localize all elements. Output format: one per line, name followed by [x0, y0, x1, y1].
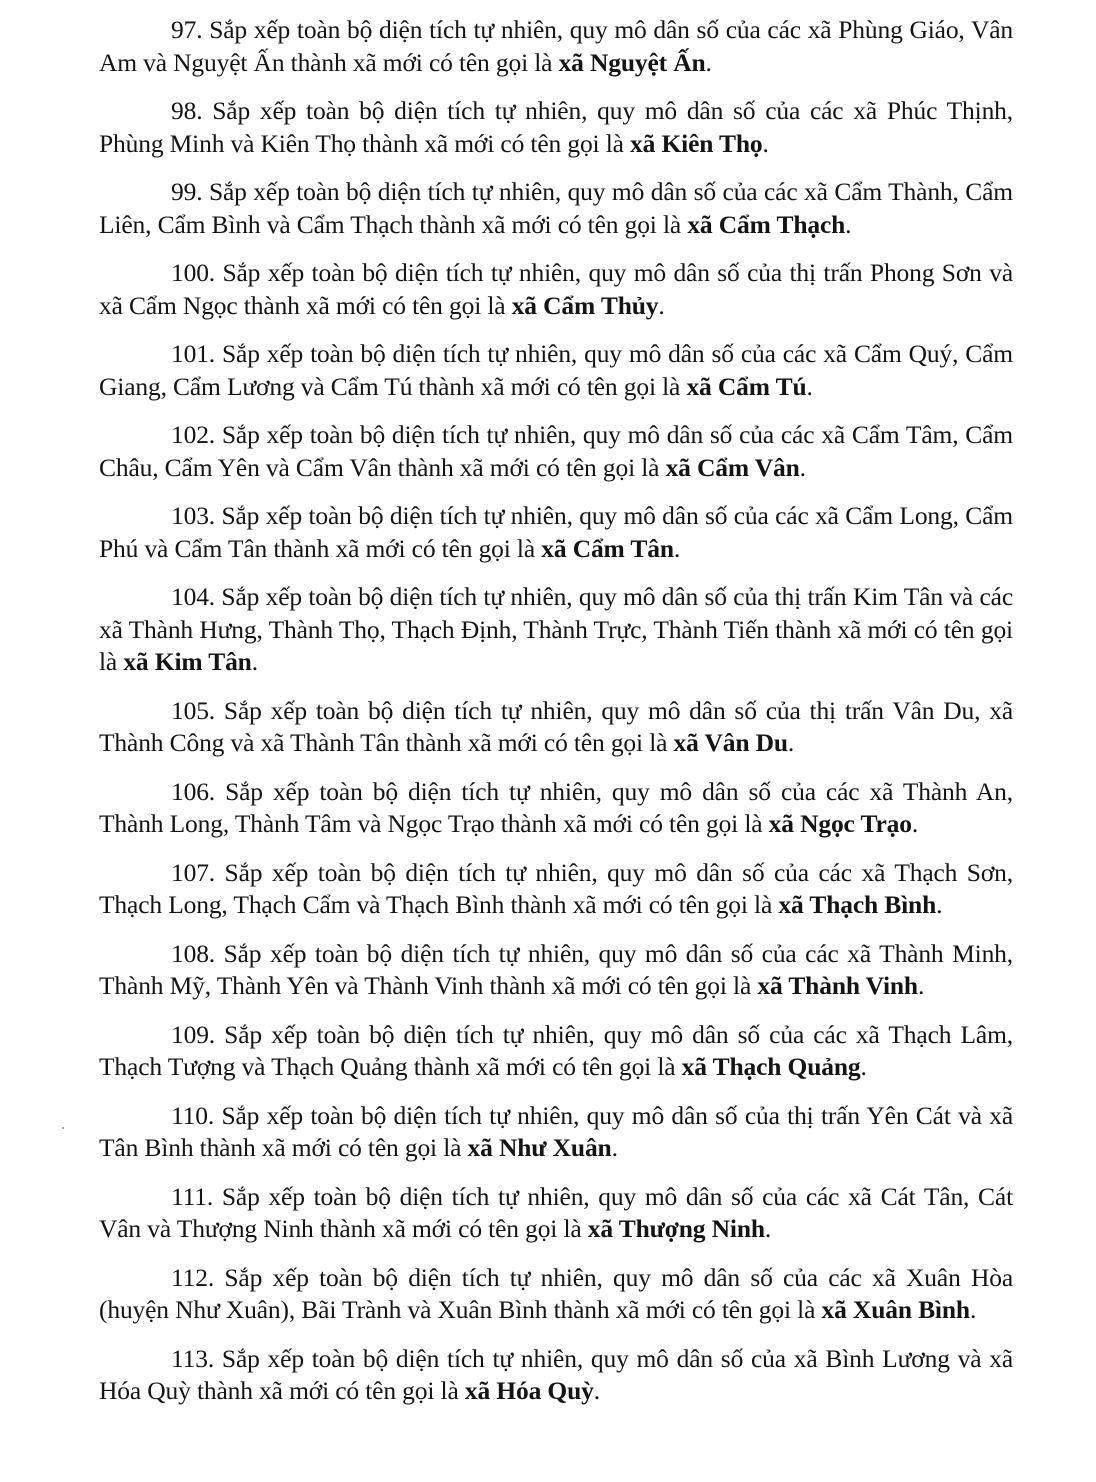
item-number: 105.	[171, 695, 216, 725]
item-number: 101.	[171, 339, 216, 368]
item-text: Sắp xếp toàn bộ diện tích tự nhiên, quy mô dân số của các xã Thạch Lâm, Thạch Tượng và Thạch Quảng thành xã mới có tên gọi là	[99, 1019, 1013, 1081]
item-number: 98.	[171, 96, 203, 125]
new-commune-name: xã Hóa Quỳ	[464, 1376, 594, 1405]
item-number: 112.	[171, 1262, 215, 1292]
item-end: .	[969, 1295, 977, 1324]
item-text: Sắp xếp toàn bộ diện tích tự nhiên, quy mô dân số của các xã Phùng Giáo, Vân Am và Nguyệt Ấn thành xã mới có tên gọi là	[99, 15, 1013, 77]
paragraph-110	[99, 1100, 1013, 1165]
new-commune-name: xã Như Xuân	[467, 1133, 612, 1162]
item-text: Sắp xếp toàn bộ diện tích tự nhiên, quy mô dân số của các xã Thạch Sơn, Thạch Long, Thạch Cẩm và Thạch Bình thành xã mới có tên gọi là	[99, 857, 1013, 919]
paragraph-108	[99, 938, 1013, 1003]
item-text: Sắp xếp toàn bộ diện tích tự nhiên, quy mô dân số của các xã Phúc Thịnh, Phùng Minh và Kiên Thọ thành xã mới có tên gọi là	[99, 96, 1013, 158]
paragraph-113	[99, 1343, 1013, 1408]
item-text: Sắp xếp toàn bộ diện tích tự nhiên, quy mô dân số của thị trấn Phong Sơn và xã Cẩm Ngọc thành xã mới có tên gọi là	[99, 258, 1013, 320]
item-text: Sắp xếp toàn bộ diện tích tự nhiên, quy mô dân số của thị trấn Yên Cát và xã Tân Bình thành xã mới có tên gọi là	[99, 1100, 1013, 1162]
paragraph-98	[99, 95, 1013, 160]
item-number: 106.	[171, 776, 216, 806]
item-number: 103.	[171, 501, 216, 530]
item-text: Sắp xếp toàn bộ diện tích tự nhiên, quy mô dân số của các xã Cẩm Thành, Cẩm Liên, Cẩm Bình và Cẩm Thạch thành xã mới có tên gọi là	[99, 177, 1013, 239]
new-commune-name: xã Cẩm Tú	[686, 371, 807, 401]
item-end: .	[593, 1376, 600, 1405]
item-end: .	[705, 47, 712, 77]
item-end: .	[762, 128, 769, 158]
scan-speck	[62, 1127, 64, 1129]
paragraph-107	[99, 857, 1013, 922]
item-text: Sắp xếp toàn bộ diện tích tự nhiên, quy mô dân số của các xã Thành An, Thành Long, Thành Tâm và Ngọc Trạo thành xã mới có tên gọi là	[99, 776, 1013, 838]
new-commune-name: xã Cẩm Thạch	[687, 209, 846, 239]
item-end: .	[658, 290, 665, 320]
item-end: .	[764, 1214, 772, 1243]
new-commune-name: xã Kiên Thọ	[630, 128, 763, 158]
paragraph-103	[99, 500, 1013, 565]
paragraph-101	[99, 338, 1013, 403]
new-commune-name: xã Cẩm Vân	[665, 452, 800, 482]
item-number: 110.	[171, 1100, 215, 1130]
item-end: .	[787, 728, 795, 757]
item-end: .	[799, 452, 806, 482]
item-number: 111.	[171, 1181, 214, 1211]
item-text: Sắp xếp toàn bộ diện tích tự nhiên, quy mô dân số của thị trấn Vân Du, xã Thành Công và xã Thành Tân thành xã mới có tên gọi là	[99, 695, 1013, 757]
new-commune-name: xã Kim Tân	[123, 647, 252, 676]
new-commune-name: xã Xuân Bình	[821, 1295, 970, 1324]
new-commune-name: xã Ngọc Trạo	[768, 809, 912, 838]
paragraph-100	[99, 257, 1013, 322]
paragraph-99	[99, 176, 1013, 241]
item-end: .	[917, 971, 925, 1000]
item-end: .	[611, 1133, 618, 1162]
item-number: 97.	[171, 15, 203, 44]
item-number: 108.	[171, 938, 216, 968]
item-number: 102.	[171, 420, 216, 449]
item-text: Sắp xếp toàn bộ diện tích tự nhiên, quy mô dân số của các xã Thành Minh, Thành Mỹ, Thành Yên và Thành Vinh thành xã mới có tên gọi là	[99, 938, 1013, 1000]
item-text: Sắp xếp toàn bộ diện tích tự nhiên, quy mô dân số của các xã Cẩm Long, Cẩm Phú và Cẩm Tân thành xã mới có tên gọi là	[99, 501, 1013, 563]
item-end: .	[251, 647, 258, 676]
paragraph-102	[99, 419, 1013, 484]
new-commune-name: xã Thạch Bình	[778, 890, 937, 919]
paragraph-111	[99, 1181, 1013, 1246]
item-end: .	[845, 209, 852, 239]
item-number: 100.	[171, 258, 216, 287]
paragraph-97	[99, 14, 1013, 79]
item-text: Sắp xếp toàn bộ diện tích tự nhiên, quy mô dân số của xã Bình Lương và xã Hóa Quỳ thành xã mới có tên gọi là	[99, 1343, 1013, 1405]
item-end: .	[911, 809, 919, 838]
item-number: 113.	[171, 1343, 215, 1373]
item-text: Sắp xếp toàn bộ diện tích tự nhiên, quy mô dân số của các xã Cát Tân, Cát Vân và Thượng Ninh thành xã mới có tên gọi là	[99, 1181, 1013, 1243]
item-number: 107.	[171, 857, 216, 887]
item-text: Sắp xếp toàn bộ diện tích tự nhiên, quy mô dân số của các xã Cẩm Tâm, Cẩm Châu, Cẩm Yên và Cẩm Vân thành xã mới có tên gọi là	[99, 420, 1013, 482]
paragraph-112	[99, 1262, 1013, 1327]
item-number: 109.	[171, 1019, 216, 1049]
paragraph-109	[99, 1019, 1013, 1084]
item-text: Sắp xếp toàn bộ diện tích tự nhiên, quy mô dân số của các xã Cẩm Quý, Cẩm Giang, Cẩm Lương và Cẩm Tú thành xã mới có tên gọi là	[99, 339, 1013, 401]
item-number: 99.	[171, 177, 203, 206]
item-end: .	[806, 371, 813, 401]
paragraph-105	[99, 695, 1013, 760]
item-end: .	[673, 533, 681, 563]
new-commune-name: xã Thạch Quảng	[681, 1052, 861, 1081]
item-number: 104.	[171, 582, 216, 611]
new-commune-name: xã Thành Vinh	[757, 971, 918, 1000]
new-commune-name: xã Vân Du	[673, 728, 788, 757]
paragraph-104	[99, 581, 1013, 679]
item-text: Sắp xếp toàn bộ diện tích tự nhiên, quy mô dân số của thị trấn Kim Tân và các xã Thành Hưng, Thành Thọ, Thạch Định, Thành Trực, Thành Tiến thành xã mới có tên gọi là	[99, 582, 1013, 676]
new-commune-name: xã Thượng Ninh	[587, 1214, 765, 1243]
new-commune-name: xã Cẩm Thủy	[511, 290, 659, 320]
paragraph-106	[99, 776, 1013, 841]
new-commune-name: xã Nguyệt Ấn	[558, 47, 706, 77]
new-commune-name: xã Cẩm Tân	[541, 533, 674, 563]
item-text: Sắp xếp toàn bộ diện tích tự nhiên, quy mô dân số của các xã Xuân Hòa (huyện Như Xuân), Bãi Trành và Xuân Bình thành xã mới có tên gọi là	[99, 1262, 1013, 1324]
document-page	[99, 14, 1013, 1424]
item-end: .	[860, 1052, 867, 1081]
item-end: .	[936, 890, 943, 919]
